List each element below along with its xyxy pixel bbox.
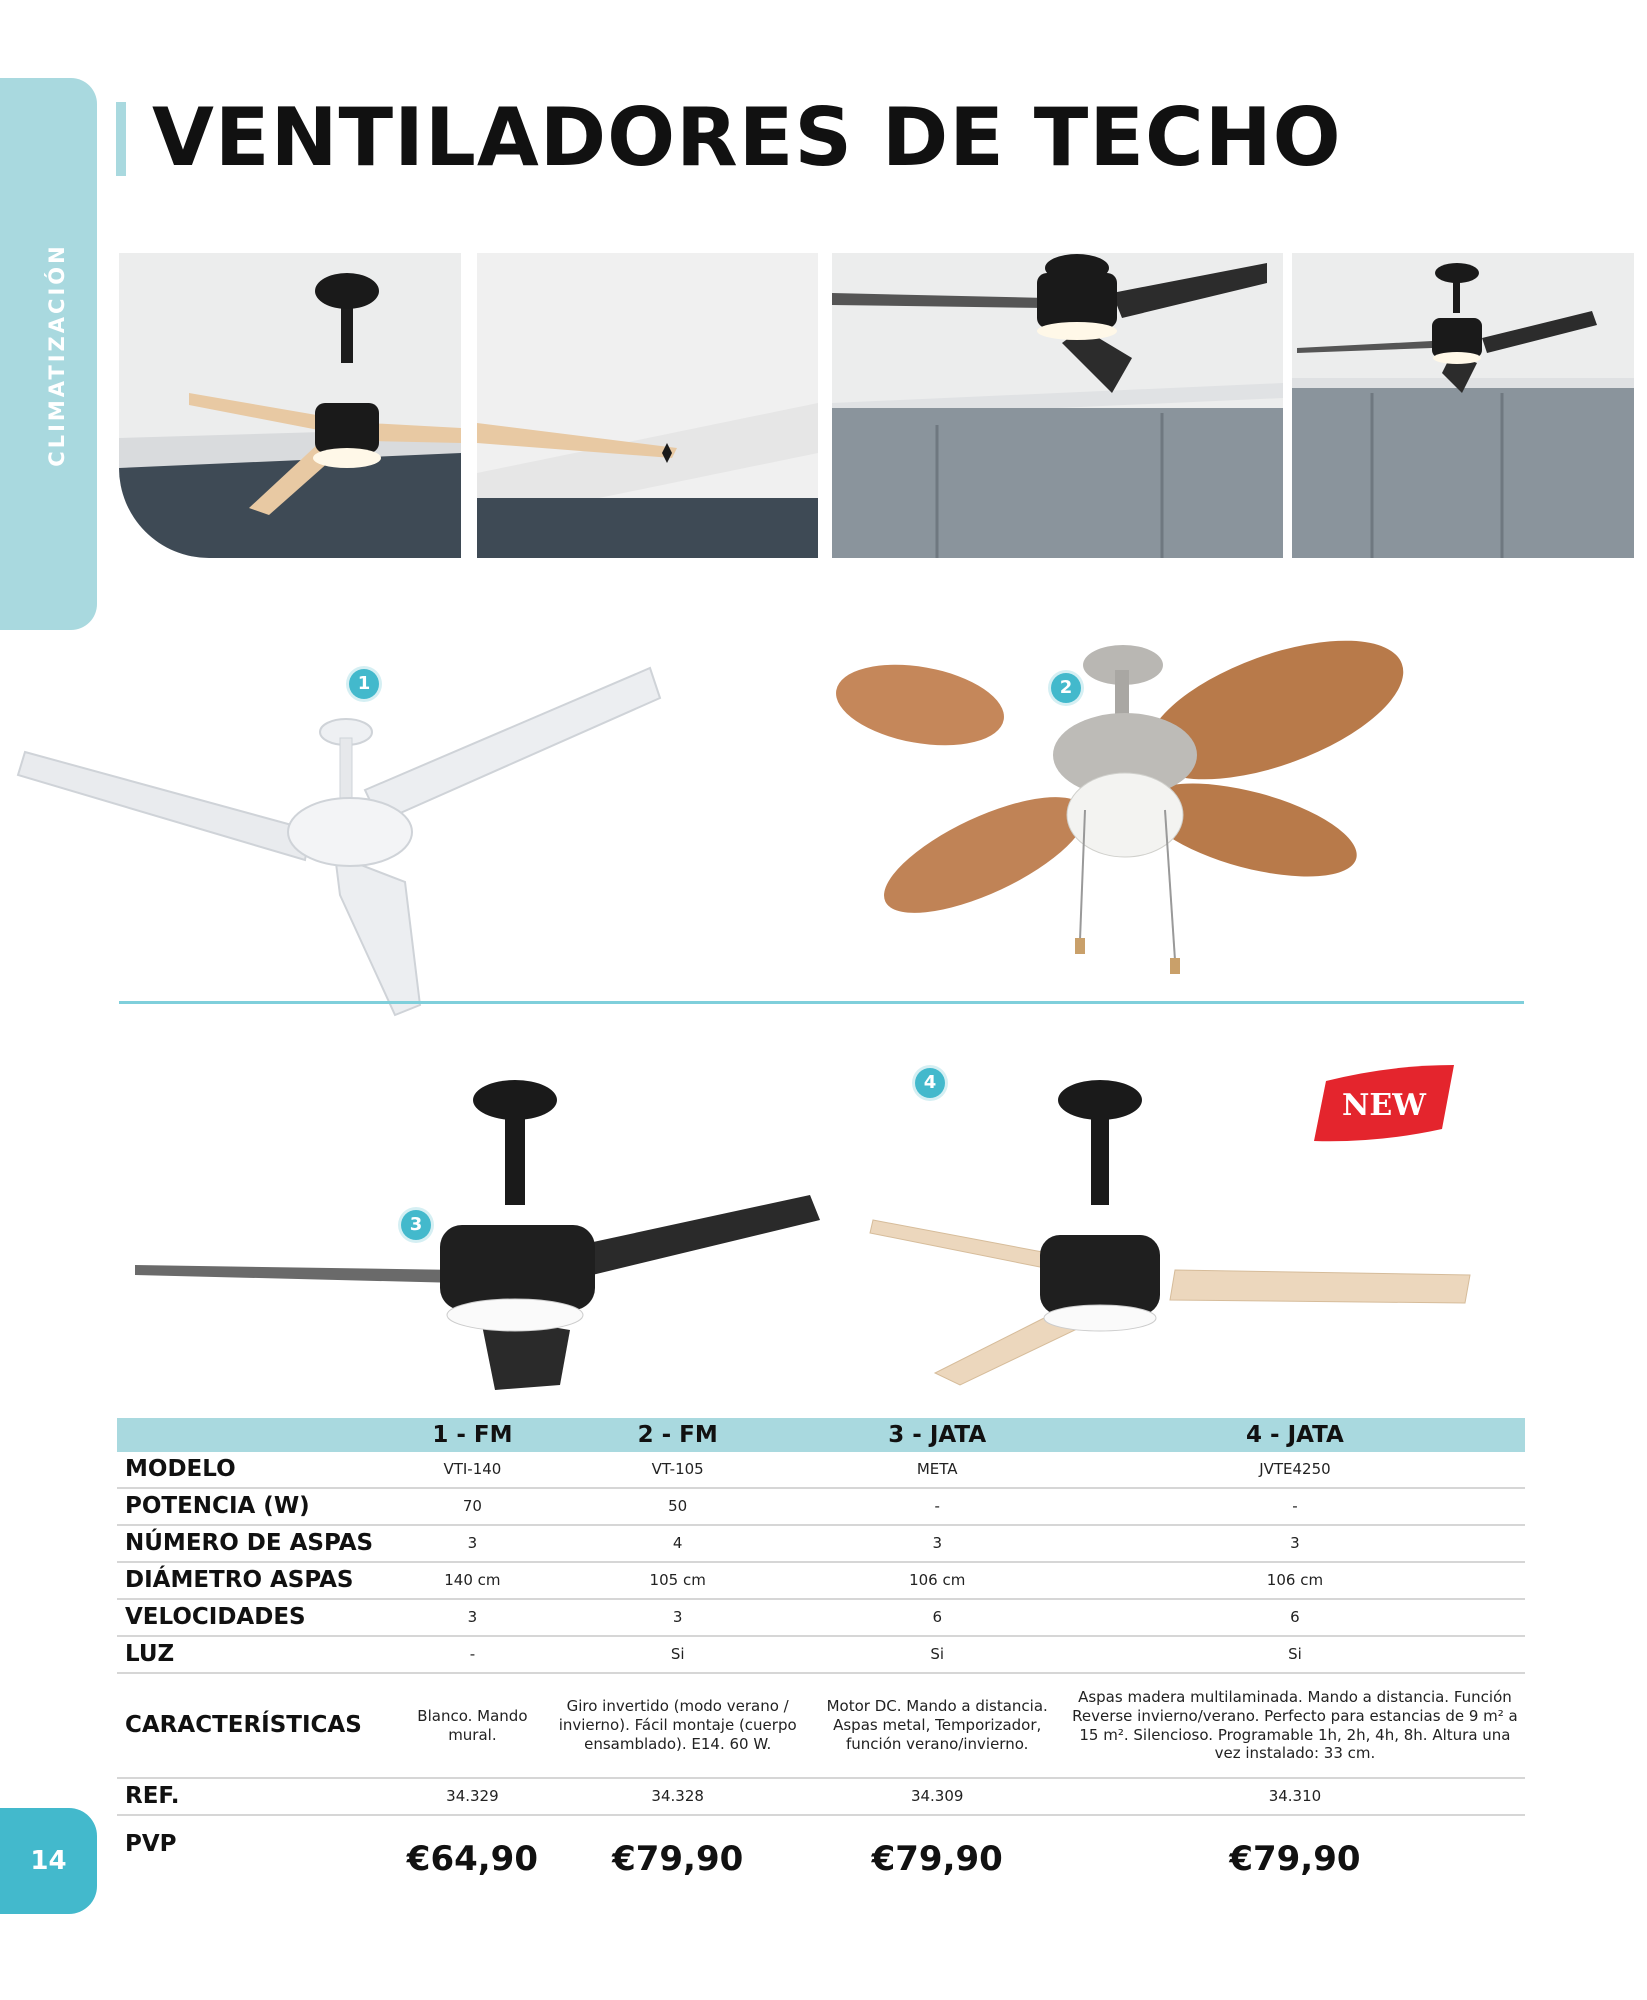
cell: Si xyxy=(810,1636,1065,1673)
section-divider xyxy=(119,1001,1524,1004)
page-title: VENTILADORES DE TECHO xyxy=(152,91,1342,184)
fan-1-image xyxy=(10,650,670,1020)
cell: VTI-140 xyxy=(399,1452,546,1488)
row-label: PVP xyxy=(125,1831,177,1857)
price: €79,90 xyxy=(1229,1838,1361,1879)
row-label: MODELO xyxy=(117,1452,399,1488)
table-row-pvp xyxy=(117,1815,1525,1902)
new-badge-label: NEW xyxy=(1342,1088,1426,1123)
cell: 3 xyxy=(1065,1525,1525,1562)
cell: 105 cm xyxy=(546,1562,810,1599)
table-row-ref xyxy=(117,1778,1525,1815)
spec-table xyxy=(117,1418,1525,1902)
cell: 3 xyxy=(810,1525,1065,1562)
row-label: VELOCIDADES xyxy=(117,1599,399,1636)
cell: - xyxy=(1065,1488,1525,1525)
page-number: 14 xyxy=(30,1846,67,1876)
product-number-badge-4: 4 xyxy=(915,1068,945,1098)
cell: 6 xyxy=(1065,1599,1525,1636)
cell: Blanco. Mando mural. xyxy=(399,1673,546,1778)
cell: VT-105 xyxy=(546,1452,810,1488)
row-label: CARACTERÍSTICAS xyxy=(117,1673,399,1778)
cell: Motor DC. Mando a distancia. Aspas metal, Temporizador, función verano/invierno. xyxy=(810,1673,1065,1778)
cell: - xyxy=(399,1636,546,1673)
cell: Si xyxy=(546,1636,810,1673)
price: €79,90 xyxy=(612,1838,744,1879)
table-row-caracteristicas xyxy=(117,1673,1525,1778)
room-photo-2 xyxy=(477,253,818,558)
section-label: CLIMATIZACIÓN xyxy=(45,243,69,467)
fan-3-image xyxy=(130,1075,830,1395)
row-label: NÚMERO DE ASPAS xyxy=(117,1525,399,1562)
table-row-potencia xyxy=(117,1488,1525,1525)
cell: 70 xyxy=(399,1488,546,1525)
cell: META xyxy=(810,1452,1065,1488)
room-photo-3 xyxy=(832,253,1283,558)
product-number-badge-3: 3 xyxy=(401,1210,431,1240)
cell: 50 xyxy=(546,1488,810,1525)
cell: - xyxy=(810,1488,1065,1525)
column-header: 4 - JATA xyxy=(1065,1418,1525,1452)
product-number-badge-1: 1 xyxy=(349,669,379,699)
fan-2-image xyxy=(835,640,1405,980)
table-row-modelo xyxy=(117,1452,1525,1488)
cell: 140 cm xyxy=(399,1562,546,1599)
cell: 6 xyxy=(810,1599,1065,1636)
cell: Si xyxy=(1065,1636,1525,1673)
table-row-diametro xyxy=(117,1562,1525,1599)
row-label: POTENCIA (W) xyxy=(117,1488,399,1525)
cell: 106 cm xyxy=(810,1562,1065,1599)
column-header: 1 - FM xyxy=(399,1418,546,1452)
row-label: LUZ xyxy=(117,1636,399,1673)
row-label: DIÁMETRO ASPAS xyxy=(117,1562,399,1599)
table-header-row xyxy=(117,1418,1525,1452)
cell: 3 xyxy=(546,1599,810,1636)
column-header: 3 - JATA xyxy=(810,1418,1065,1452)
table-row-aspas xyxy=(117,1525,1525,1562)
table-header-corner xyxy=(117,1418,399,1452)
cell: 34.328 xyxy=(546,1778,810,1815)
cell: 34.310 xyxy=(1065,1778,1525,1815)
room-photo-1 xyxy=(119,253,461,558)
room-photo-4 xyxy=(1292,253,1634,558)
column-header: 2 - FM xyxy=(546,1418,810,1452)
cell: 3 xyxy=(399,1599,546,1636)
table-row-velocidades xyxy=(117,1599,1525,1636)
cell: 106 cm xyxy=(1065,1562,1525,1599)
table-row-luz xyxy=(117,1636,1525,1673)
cell: Giro invertido (modo verano / invierno). Fácil montaje (cuerpo ensamblado). E14. 60 W. xyxy=(546,1673,810,1778)
cell: 34.309 xyxy=(810,1778,1065,1815)
price: €79,90 xyxy=(871,1838,1003,1879)
cell: JVTE4250 xyxy=(1065,1452,1525,1488)
row-label: REF. xyxy=(117,1778,399,1815)
cell: Aspas madera multilaminada. Mando a distancia. Función Reverse invierno/verano. Perfecto para estancias de 9 m² a 15 m². Silencioso. Programable 1h, 2h, 4h, 8h. Altura una vez instalado: 33 cm. xyxy=(1065,1673,1525,1778)
price: €64,90 xyxy=(406,1838,538,1879)
cell: 3 xyxy=(399,1525,546,1562)
title-accent-bar xyxy=(116,102,126,176)
cell: 4 xyxy=(546,1525,810,1562)
new-badge xyxy=(1310,1065,1460,1145)
product-number-badge-2: 2 xyxy=(1051,673,1081,703)
cell: 34.329 xyxy=(399,1778,546,1815)
